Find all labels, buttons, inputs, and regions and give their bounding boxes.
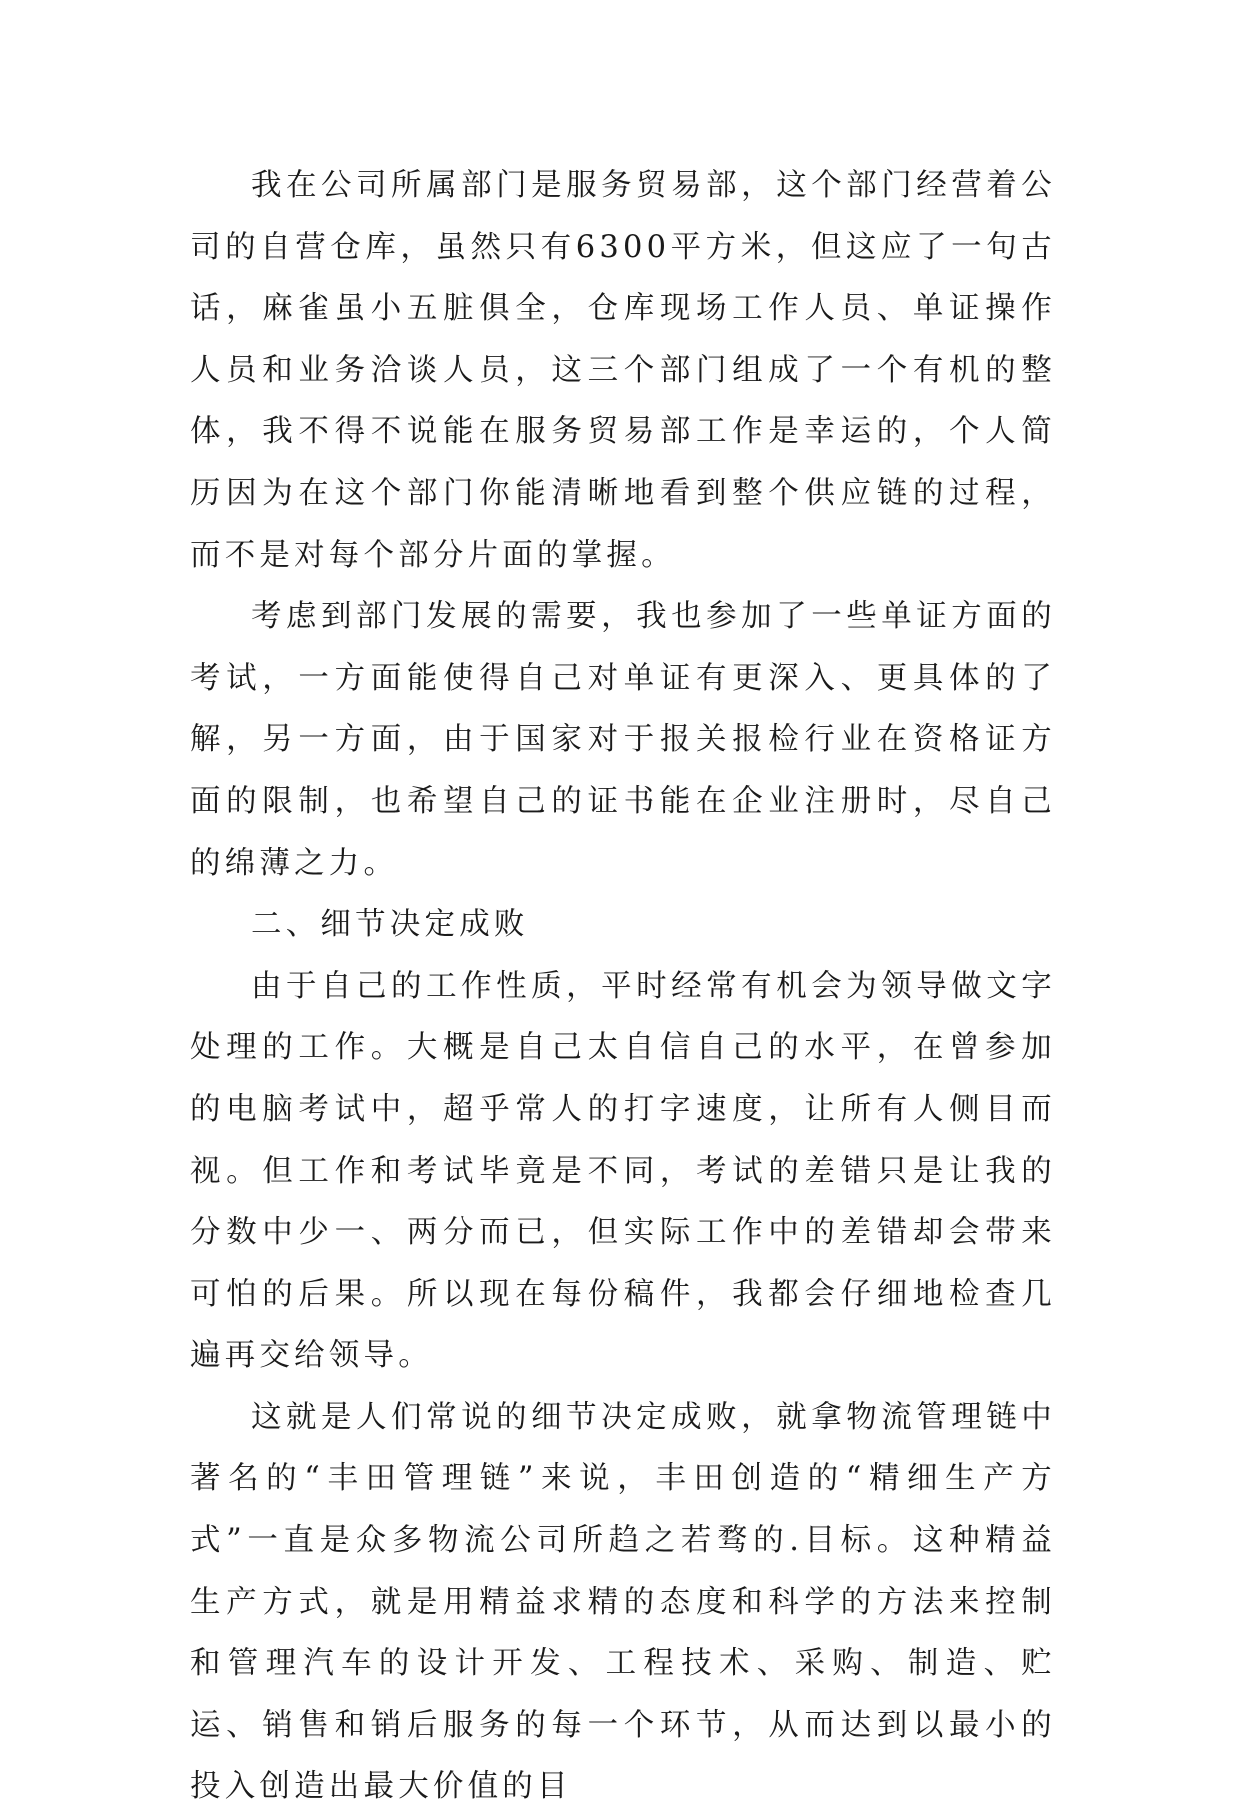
section-heading-details: 二、细节决定成败 [251, 907, 529, 943]
document-body [190, 155, 1056, 1818]
paragraph-department-intro: 我在公司所属部门是服务贸易部，这个部门经营着公司的自营仓库，虽然只有6300平方米，但这应了一句古话，麻雀虽小五脏俱全，仓库现场工作人员、单证操作人员和业务洽谈人员，这三个部门组成了一个有机的整体，我不得不说能在服务贸易部工作是幸运的，个人简历因为在这个部门你能清晰地看到整个供应链的过程，而不是对每个部分片面的掌握。 [190, 168, 1056, 573]
paragraph-toyota-example: 这就是人们常说的细节决定成败，就拿物流管理链中著名的“丰田管理链”来说，丰田创造的“精细生产方式”一直是众多物流公司所趋之若骛的.目标。这种精益生产方式，就是用精益求精的态度和科学的方法来控制和管理汽车的设计开发、工程技术、采购、制造、贮运、销售和销后服务的每一个环节，从而达到以最小的投入创造出最大价值的目 [190, 1399, 1056, 1805]
paragraph-certification-exam: 考虑到部门发展的需要，我也参加了一些单证方面的考试，一方面能使得自己对单证有更深入、更具体的了解，另一方面，由于国家对于报关报检行业在资格证方面的限制，也希望自己的证书能在企业注册时，尽自己的绵薄之力。 [190, 599, 1056, 881]
paragraph-work-nature: 由于自己的工作性质，平时经常有机会为领导做文字处理的工作。大概是自己太自信自己的水平，在曾参加的电脑考试中，超乎常人的打字速度，让所有人侧目而视。但工作和考试毕竟是不同，考试的差错只是让我的分数中少一、两分而已，但实际工作中的差错却会带来可怕的后果。所以现在每份稿件，我都会仔细地检查几遍再交给领导。 [190, 968, 1056, 1374]
